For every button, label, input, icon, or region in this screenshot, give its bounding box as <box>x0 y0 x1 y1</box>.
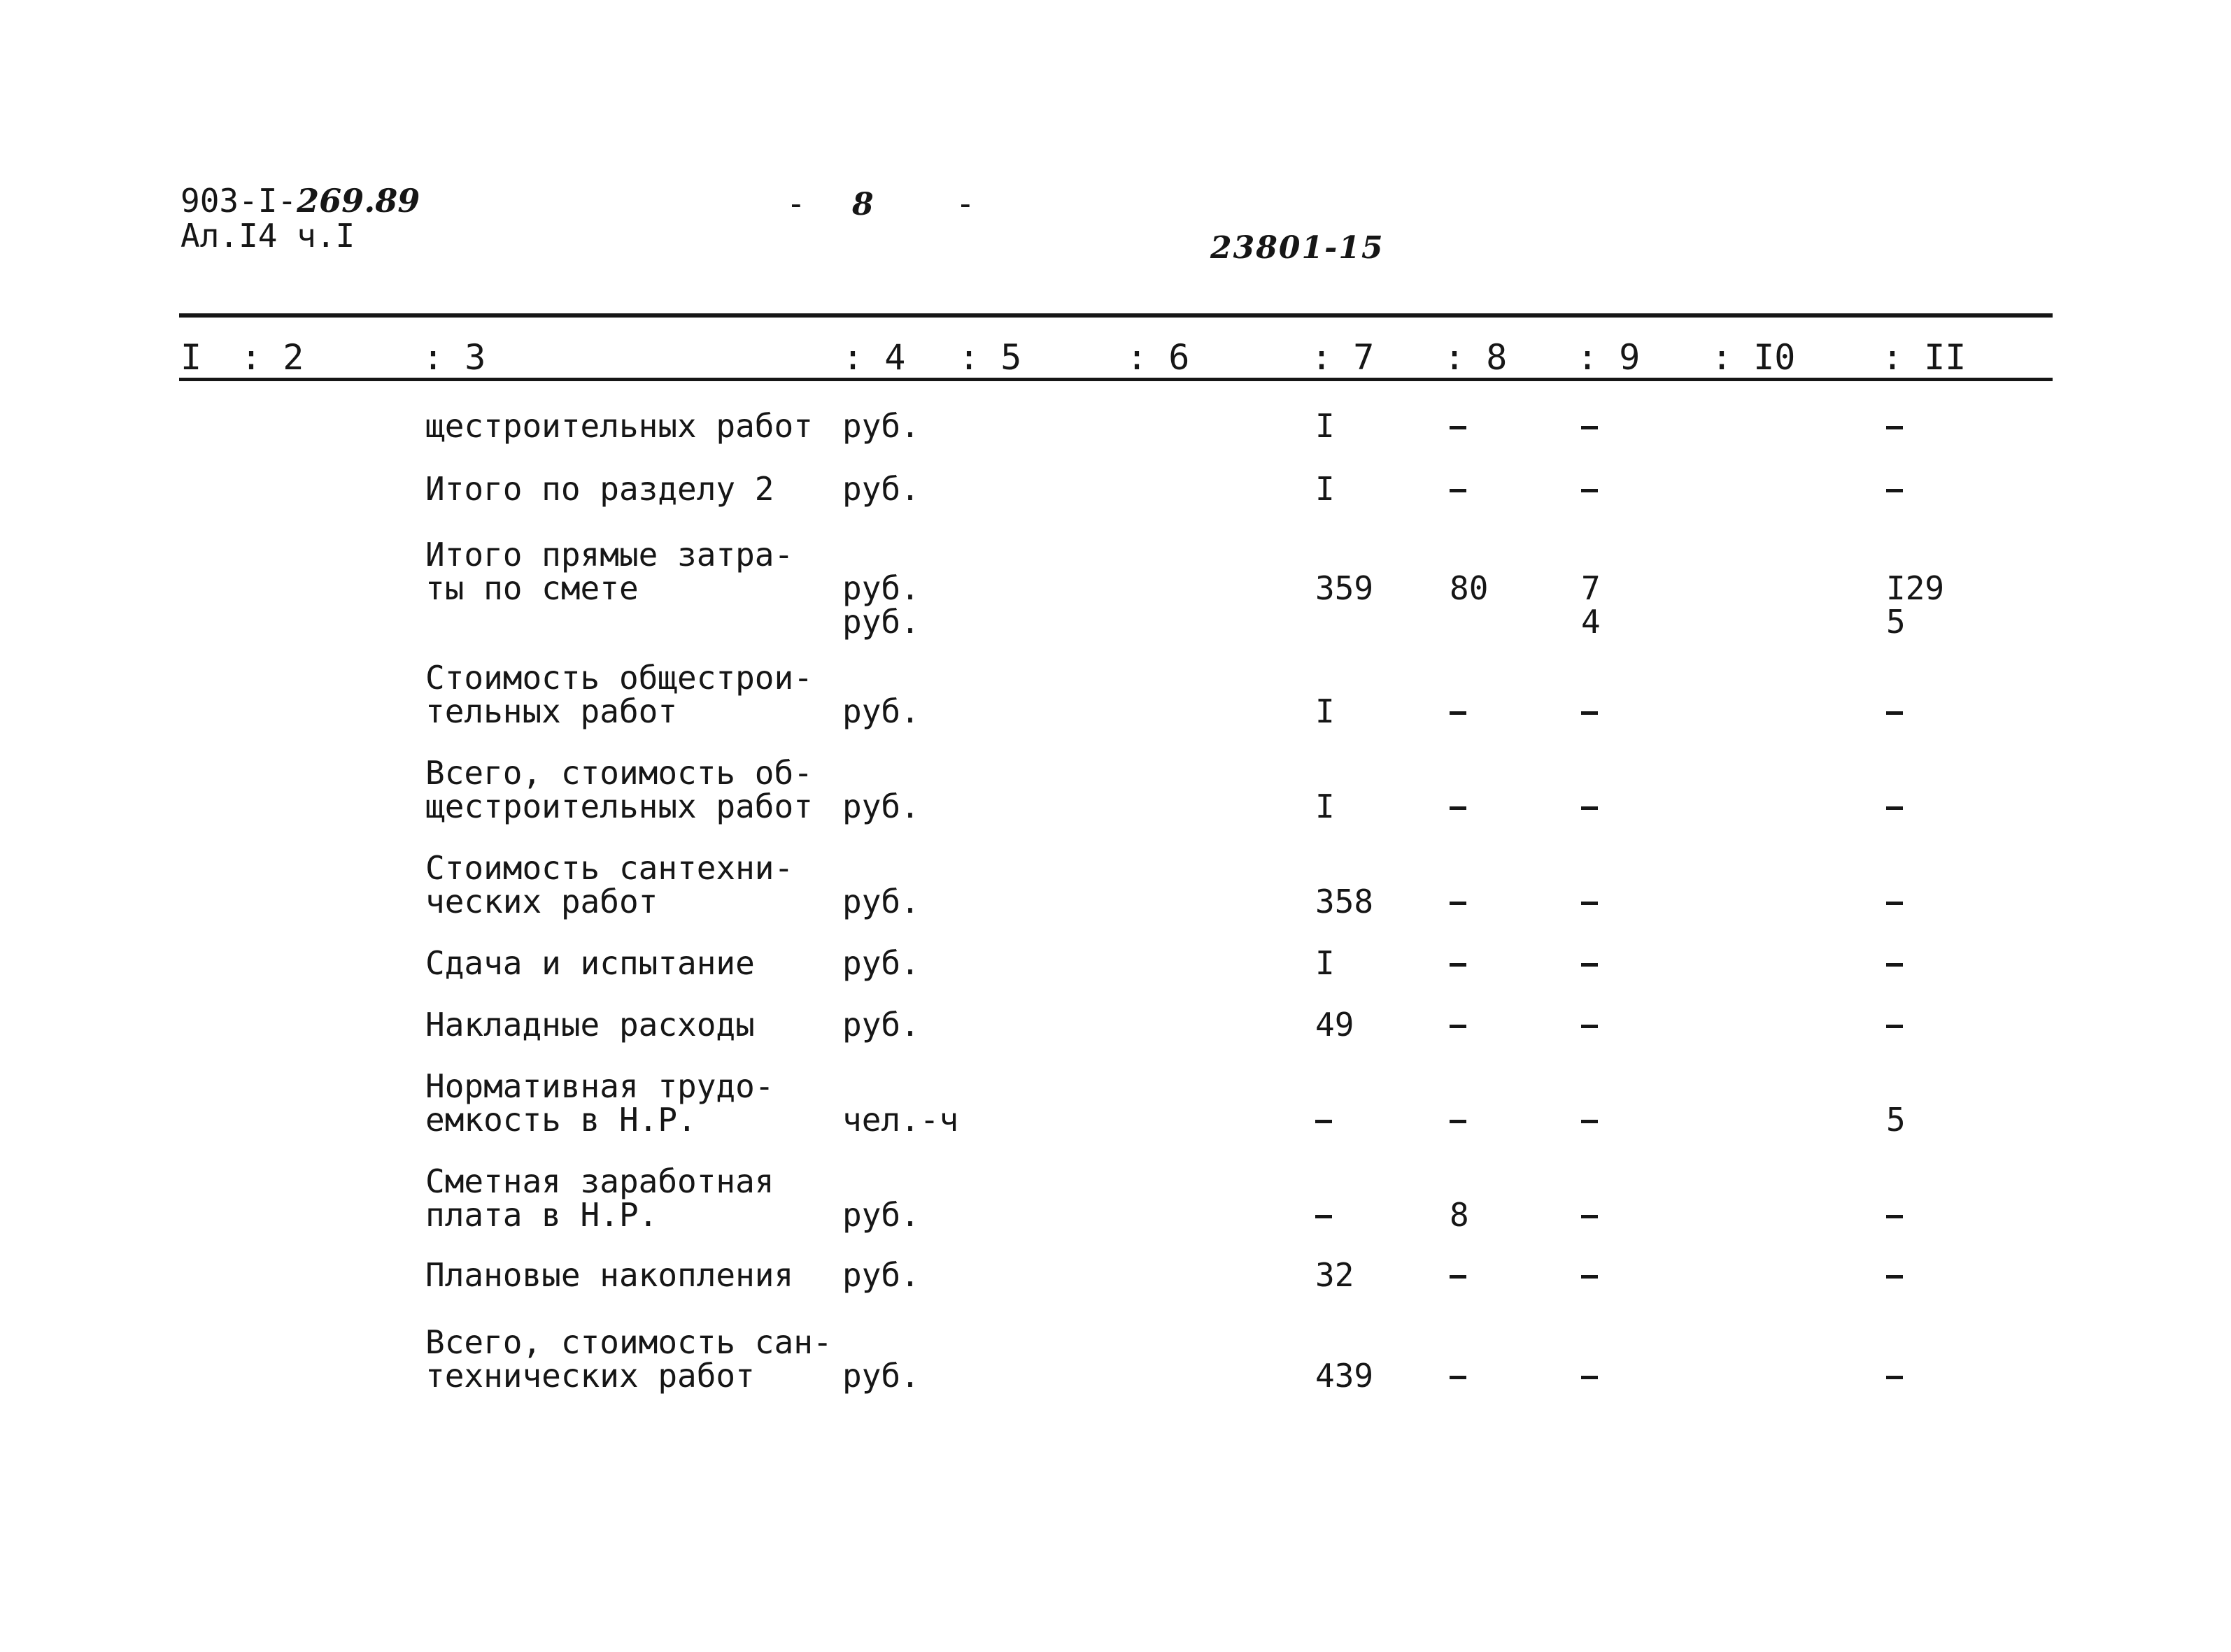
column-header-3: : 3 <box>423 337 486 378</box>
cell-c11 <box>1886 885 1906 918</box>
dash-mark <box>1581 1025 1598 1028</box>
row-name: технических работ <box>425 1357 755 1395</box>
cell-c7: 359 <box>1315 569 1374 607</box>
cell-c8 <box>1450 695 1469 727</box>
cell-c11 <box>1886 790 1906 823</box>
dash-mark <box>1581 1376 1598 1379</box>
dash-mark <box>1450 902 1466 905</box>
cell-c9 <box>1581 947 1601 979</box>
row-name: тельных работ <box>425 692 678 730</box>
cell-c11 <box>1886 410 1906 442</box>
cell-c7 <box>1315 1199 1335 1231</box>
cell-c9 <box>1581 1009 1601 1041</box>
dash-mark <box>1450 711 1466 715</box>
dash-mark <box>1886 1275 1903 1279</box>
row-name: Нормативная трудо- <box>425 1067 774 1105</box>
dash-mark <box>1315 1215 1332 1218</box>
row-unit: руб. <box>842 1196 920 1234</box>
column-header-5: : 5 <box>958 337 1022 378</box>
row-unit: руб. <box>842 788 920 825</box>
handwritten-stamp-number: 23801-15 <box>1210 230 1384 266</box>
cell-c8: 8 <box>1450 1196 1469 1234</box>
dash-mark <box>1581 902 1598 905</box>
dash-mark <box>1886 902 1903 905</box>
dash-mark <box>1581 1275 1598 1279</box>
dash-mark <box>1581 963 1598 967</box>
row-unit: руб. <box>842 470 920 508</box>
page-dash-left: - <box>786 185 806 222</box>
column-header-6: : 6 <box>1126 337 1190 378</box>
cell-c8 <box>1450 410 1469 442</box>
dash-mark <box>1581 1215 1598 1218</box>
cell-c8 <box>1450 947 1469 979</box>
column-header-9: : 9 <box>1577 337 1641 378</box>
dash-mark <box>1581 1120 1598 1123</box>
row-unit: руб. <box>842 883 920 920</box>
cell-c8 <box>1450 1259 1469 1291</box>
cell-c11 <box>1886 1199 1906 1231</box>
cell-c11: 5 <box>1886 603 1906 641</box>
dash-mark <box>1886 426 1903 429</box>
cell-c9 <box>1581 1259 1601 1291</box>
row-unit: чел.-ч <box>842 1101 959 1139</box>
row-name: Стоимость сантехни- <box>425 849 794 887</box>
column-header-4: : 4 <box>842 337 906 378</box>
dash-mark <box>1886 711 1903 715</box>
album-label: Ал.I4 ч.I <box>180 217 355 255</box>
dash-mark <box>1886 963 1903 967</box>
cell-c11 <box>1886 947 1906 979</box>
dash-mark <box>1450 963 1466 967</box>
dash-mark <box>1886 489 1903 492</box>
cell-c11 <box>1886 473 1906 505</box>
cell-c9 <box>1581 695 1601 727</box>
dash-mark <box>1886 1376 1903 1379</box>
cell-c9 <box>1581 473 1601 505</box>
cell-c9 <box>1581 1199 1601 1231</box>
cell-c7: 358 <box>1315 883 1374 920</box>
dash-mark <box>1886 1025 1903 1028</box>
dash-mark <box>1581 711 1598 715</box>
dash-mark <box>1450 1025 1466 1028</box>
cell-c7 <box>1315 1104 1335 1136</box>
dash-mark <box>1450 1275 1466 1279</box>
row-name: Всего, стоимость об- <box>425 754 813 792</box>
cell-c8: 80 <box>1450 569 1489 607</box>
document-code-handwritten: 269.89 <box>297 182 420 220</box>
column-header-8: : 8 <box>1444 337 1508 378</box>
cell-c9: 4 <box>1581 603 1601 641</box>
dash-mark <box>1450 1120 1466 1123</box>
row-name: емкость в Н.Р. <box>425 1101 697 1139</box>
row-name: Накладные расходы <box>425 1006 755 1044</box>
row-name: щестроительных работ <box>425 407 813 445</box>
row-unit: руб. <box>842 1006 920 1044</box>
cell-c7: I <box>1315 407 1335 445</box>
cell-c11: 5 <box>1886 1101 1906 1139</box>
row-unit: руб. <box>842 407 920 445</box>
dash-mark <box>1450 1376 1466 1379</box>
cell-c9 <box>1581 790 1601 823</box>
cell-c7: 439 <box>1315 1357 1374 1395</box>
cell-c11: I29 <box>1886 569 1945 607</box>
dash-mark <box>1450 426 1466 429</box>
document-code <box>180 183 420 218</box>
row-name: ты по смете <box>425 569 639 607</box>
page-dash-right: - <box>956 185 975 222</box>
cell-c7: I <box>1315 788 1335 825</box>
cell-c8 <box>1450 790 1469 823</box>
cell-c7: I <box>1315 944 1335 982</box>
cell-c9 <box>1581 1104 1601 1136</box>
cell-c11 <box>1886 1360 1906 1392</box>
row-name: Сметная заработная <box>425 1162 774 1200</box>
cell-c11 <box>1886 1259 1906 1291</box>
cell-c8 <box>1450 885 1469 918</box>
column-header-11: : II <box>1882 337 1967 378</box>
table-header-rule <box>179 378 2053 381</box>
row-unit: руб. <box>842 1256 920 1294</box>
page-number: 8 <box>852 187 874 222</box>
cell-c9: 7 <box>1581 569 1601 607</box>
cell-c7: I <box>1315 692 1335 730</box>
dash-mark <box>1581 426 1598 429</box>
table-top-rule <box>179 313 2053 318</box>
dash-mark <box>1886 1215 1903 1218</box>
row-name: Итого по разделу 2 <box>425 470 774 508</box>
cell-c8 <box>1450 1104 1469 1136</box>
row-name: Итого прямые затра- <box>425 536 794 574</box>
row-unit: руб. <box>842 944 920 982</box>
cell-c8 <box>1450 473 1469 505</box>
dash-mark <box>1886 806 1903 810</box>
row-name: ческих работ <box>425 883 658 920</box>
row-unit: руб. <box>842 1357 920 1395</box>
row-name: щестроительных работ <box>425 788 813 825</box>
row-name: Стоимость общестрои- <box>425 659 813 697</box>
cell-c7: 32 <box>1315 1256 1354 1294</box>
row-name: Плановые накопления <box>425 1256 794 1294</box>
column-header-7: : 7 <box>1311 337 1375 378</box>
row-name: Сдача и испытание <box>425 944 755 982</box>
row-unit: руб. <box>842 692 920 730</box>
dash-mark <box>1581 489 1598 492</box>
cell-c7: 49 <box>1315 1006 1354 1044</box>
cell-c7: I <box>1315 470 1335 508</box>
dash-mark <box>1581 806 1598 810</box>
row-name: плата в Н.Р. <box>425 1196 658 1234</box>
dash-mark <box>1315 1120 1332 1123</box>
dash-mark <box>1450 489 1466 492</box>
cell-c9 <box>1581 885 1601 918</box>
row-unit: руб. <box>842 569 920 607</box>
document-code-printed: 903-I- <box>180 182 297 220</box>
column-header-2: : 2 <box>241 337 304 378</box>
cell-c8 <box>1450 1009 1469 1041</box>
cell-c9 <box>1581 410 1601 442</box>
row-name: Всего, стоимость сан- <box>425 1323 833 1361</box>
row-unit: руб. <box>842 603 920 641</box>
column-header-1: I <box>180 337 202 378</box>
cell-c11 <box>1886 695 1906 727</box>
cell-c8 <box>1450 1360 1469 1392</box>
dash-mark <box>1450 806 1466 810</box>
cell-c11 <box>1886 1009 1906 1041</box>
column-header-10: : I0 <box>1711 337 1796 378</box>
cell-c9 <box>1581 1360 1601 1392</box>
